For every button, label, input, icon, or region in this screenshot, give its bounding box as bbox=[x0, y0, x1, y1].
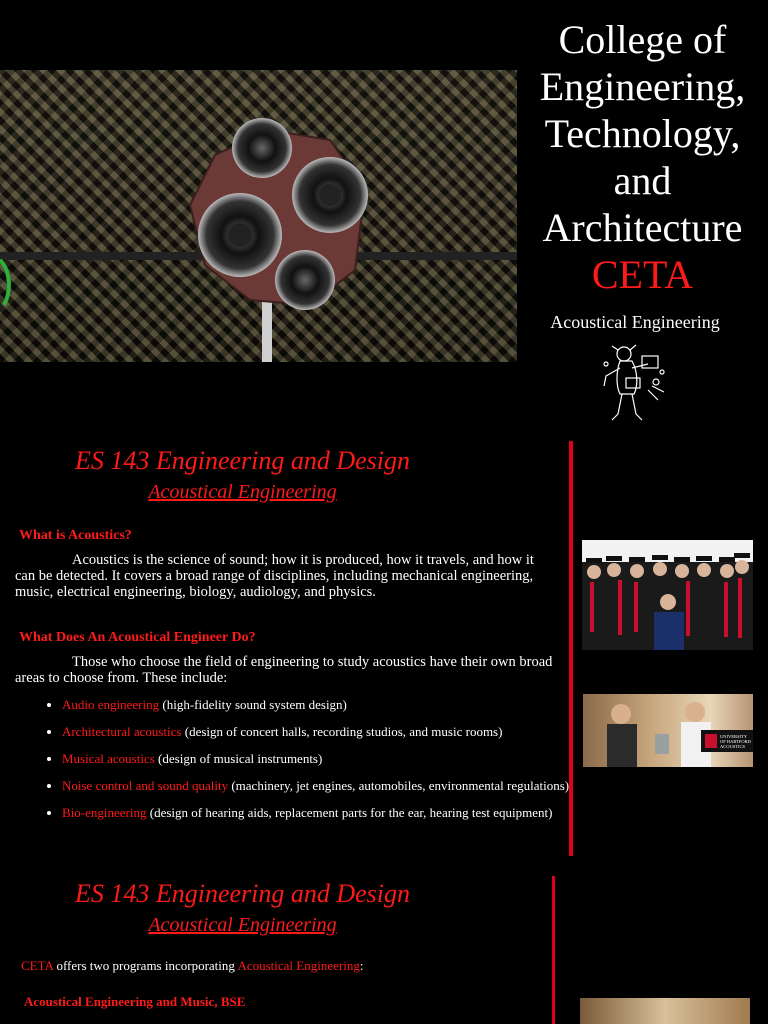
hawk-mascot-logo bbox=[598, 342, 670, 424]
list-item bbox=[62, 748, 602, 775]
paragraph-engineer-areas bbox=[15, 654, 555, 686]
hartford-logo-line-3: ACOUSTICS bbox=[720, 744, 746, 749]
hero-image bbox=[0, 70, 517, 362]
list-item bbox=[62, 802, 602, 829]
programs-intro-mid: offers two programs incorporating bbox=[53, 958, 238, 973]
list-item bbox=[62, 775, 602, 802]
paragraph-engineer-areas-text: Those who choose the field of engineering to study acoustics have their own broad areas to choose from. These include: bbox=[15, 654, 553, 686]
graduates-photo bbox=[582, 540, 753, 650]
paragraph-what-is-acoustics bbox=[15, 552, 555, 600]
ceta-title: CETA bbox=[591, 252, 694, 297]
divider-line bbox=[569, 441, 573, 856]
title-line-2: Engineering, bbox=[539, 64, 746, 109]
page-title bbox=[517, 16, 768, 298]
acoustical-engineering-inline: Acoustical Engineering bbox=[237, 958, 360, 973]
title-line-3: Technology, bbox=[544, 111, 741, 156]
area-desc: (design of concert halls, recording studios, and music rooms) bbox=[181, 724, 503, 739]
area-desc: (design of musical instruments) bbox=[154, 751, 323, 766]
title-line-4: and bbox=[613, 158, 672, 203]
title-line-5: Architecture bbox=[542, 205, 743, 250]
list-item bbox=[62, 694, 602, 721]
programs-intro bbox=[21, 958, 363, 974]
section1-subtitle: Acoustical Engineering bbox=[148, 481, 337, 503]
list-item bbox=[62, 721, 602, 748]
question-what-engineers-do: What Does An Acoustical Engineer Do? bbox=[19, 630, 256, 645]
section2-title: ES 143 Engineering and Design bbox=[74, 879, 411, 908]
area-desc: (high-fidelity sound system design) bbox=[159, 697, 347, 712]
section1-title: ES 143 Engineering and Design bbox=[74, 446, 411, 475]
area-name: Architectural acoustics bbox=[62, 724, 182, 739]
question-what-is-acoustics: What is Acoustics? bbox=[19, 528, 132, 543]
area-desc: (design of hearing aids, replacement parts for the ear, hearing test equipment) bbox=[146, 805, 553, 820]
bottom-photo bbox=[580, 998, 750, 1024]
title-line-1: College of bbox=[558, 17, 727, 62]
paragraph-what-is-acoustics-text: Acoustics is the science of sound; how it is produced, how it travels, and how it can be detected. It covers a broad range of disciplines, including mechanical engineering, music, electrical engineering, biology, audiology, and physics. bbox=[15, 552, 534, 600]
ceta-inline: CETA bbox=[21, 958, 54, 973]
acoustics-areas-list bbox=[28, 694, 602, 829]
hartford-logo-line-1: UNIVERSITY bbox=[720, 734, 747, 739]
programs-intro-end: : bbox=[359, 958, 364, 973]
area-name: Audio engineering bbox=[62, 697, 160, 712]
area-name: Noise control and sound quality bbox=[62, 778, 229, 793]
page-subtitle: Acoustical Engineering bbox=[550, 312, 720, 332]
divider-line bbox=[552, 876, 555, 1024]
students-lab-photo bbox=[583, 694, 753, 767]
area-name: Musical acoustics bbox=[62, 751, 155, 766]
area-desc: (machinery, jet engines, automobiles, environmental regulations) bbox=[228, 778, 570, 793]
program-title-1: Acoustical Engineering and Music, BSE bbox=[24, 994, 246, 1009]
area-name: Bio-engineering bbox=[62, 805, 147, 820]
hartford-logo-line-2: OF HARTFORD bbox=[720, 739, 751, 744]
section2-subtitle: Acoustical Engineering bbox=[148, 914, 337, 936]
